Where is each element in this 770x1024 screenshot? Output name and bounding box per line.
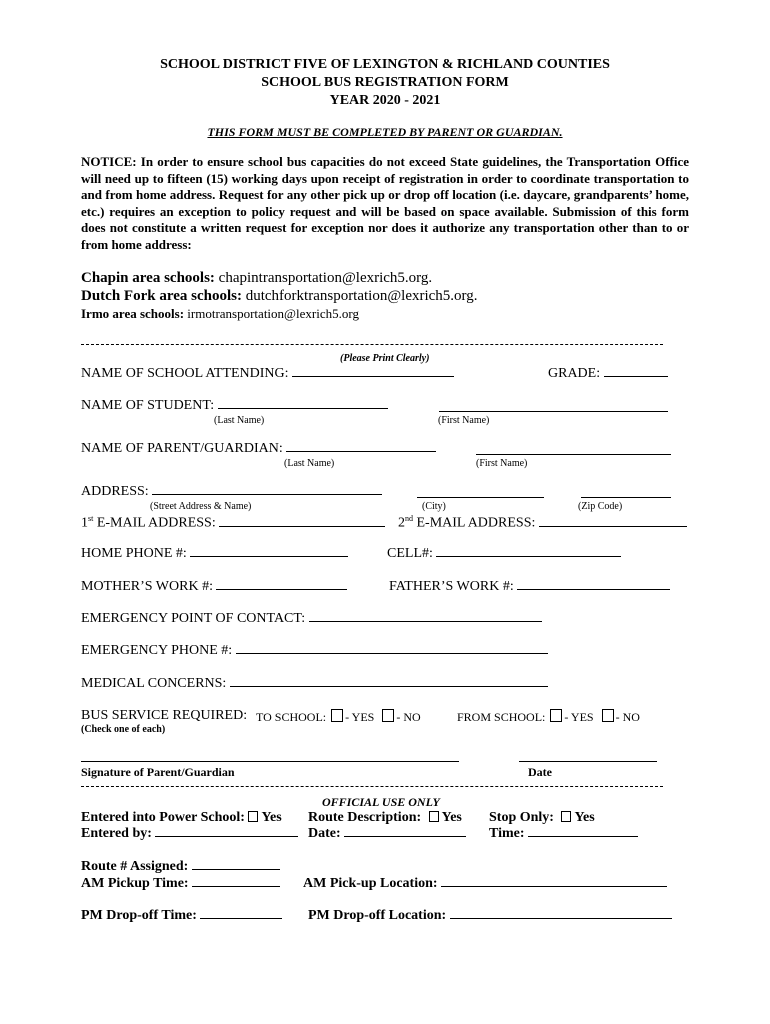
first-name-caption: (First Name) — [438, 415, 490, 426]
mother-work-input[interactable] — [216, 588, 347, 590]
cell-field[interactable] — [387, 546, 621, 562]
date-input[interactable] — [519, 761, 657, 762]
email1-number: 1 — [81, 515, 88, 531]
pm-dropoff-time-label: PM Drop-off Time: — [81, 908, 197, 923]
mother-work-label: MOTHER’S WORK #: — [81, 579, 213, 594]
route-description-field — [308, 810, 462, 826]
email2-label: E-MAIL ADDRESS: — [416, 515, 536, 531]
from-school-yes-checkbox[interactable] — [550, 709, 562, 722]
parent-first-name-input[interactable] — [476, 454, 671, 455]
route-assigned-field[interactable] — [81, 859, 280, 875]
street-address-input[interactable] — [152, 493, 382, 495]
pm-dropoff-time-field[interactable] — [81, 908, 282, 924]
emergency-phone-input[interactable] — [236, 652, 548, 654]
school-attending-input[interactable] — [292, 375, 454, 377]
student-name-field[interactable] — [81, 398, 388, 414]
contact-irmo — [81, 306, 359, 322]
divider — [81, 344, 663, 345]
cell-label: CELL#: — [387, 546, 433, 561]
home-phone-label: HOME PHONE #: — [81, 546, 187, 561]
contact-email: chapintransportation@lexrich5.org. — [218, 270, 433, 286]
email1-ordinal: st — [88, 514, 94, 523]
email2-input[interactable] — [539, 525, 687, 527]
to-school-group — [256, 709, 421, 725]
emergency-contact-input[interactable] — [309, 620, 542, 622]
am-pickup-location-label: AM Pick-up Location: — [303, 876, 438, 891]
am-pickup-time-field[interactable] — [81, 876, 280, 892]
official-date-label: Date: — [308, 826, 341, 841]
parent-name-field[interactable] — [81, 441, 436, 457]
power-school-label: Entered into Power School: — [81, 810, 245, 825]
medical-field[interactable] — [81, 676, 548, 692]
parent-instruction: THIS FORM MUST BE COMPLETED BY PARENT OR GUARDIAN. — [207, 125, 563, 139]
father-work-label: FATHER’S WORK #: — [389, 579, 514, 594]
time-label: Time: — [489, 826, 525, 841]
address-field[interactable] — [81, 484, 382, 500]
student-last-name-input[interactable] — [218, 407, 388, 409]
stop-only-checkbox[interactable] — [561, 811, 571, 822]
student-first-name-input[interactable] — [439, 411, 668, 412]
route-description-checkbox[interactable] — [429, 811, 439, 822]
am-pickup-location-input[interactable] — [441, 885, 667, 887]
first-name-caption: (First Name) — [476, 458, 528, 469]
to-school-no-checkbox[interactable] — [382, 709, 394, 722]
form-title: SCHOOL BUS REGISTRATION FORM — [261, 75, 509, 90]
contact-area: Dutch Fork area schools: — [81, 288, 242, 304]
am-pickup-location-field[interactable] — [303, 876, 667, 892]
route-assigned-input[interactable] — [192, 868, 280, 870]
email1-label: E-MAIL ADDRESS: — [96, 515, 216, 531]
official-date-field[interactable] — [308, 826, 466, 842]
signature-input[interactable] — [81, 761, 459, 762]
school-year: YEAR 2020 - 2021 — [329, 93, 441, 108]
emergency-phone-field[interactable] — [81, 643, 548, 659]
medical-label: MEDICAL CONCERNS: — [81, 676, 227, 691]
district-title: SCHOOL DISTRICT FIVE OF LEXINGTON & RICHLAND COUNTIES — [160, 57, 610, 72]
email2-number: 2 — [398, 515, 405, 531]
emergency-contact-label: EMERGENCY POINT OF CONTACT: — [81, 611, 306, 626]
no-option: - NO — [396, 710, 421, 724]
entered-by-field[interactable] — [81, 826, 298, 842]
zip-caption: (Zip Code) — [578, 501, 623, 512]
grade-label: GRADE: — [548, 366, 601, 381]
mother-work-field[interactable] — [81, 579, 347, 595]
email2-field[interactable] — [398, 514, 687, 532]
school-attending-label: NAME OF SCHOOL ATTENDING: — [81, 366, 289, 381]
contact-email: dutchforktransportation@lexrich5.org. — [245, 288, 478, 304]
am-pickup-time-label: AM Pickup Time: — [81, 876, 189, 891]
grade-input[interactable] — [604, 375, 668, 377]
to-school-label: TO SCHOOL: — [256, 710, 327, 724]
bus-service-label: BUS SERVICE REQUIRED: — [81, 708, 248, 723]
entered-by-label: Entered by: — [81, 826, 152, 841]
signature-label: Signature of Parent/Guardian — [81, 765, 235, 779]
contact-dutch-fork — [81, 288, 478, 305]
emergency-phone-label: EMERGENCY PHONE #: — [81, 643, 233, 658]
from-school-group — [457, 709, 640, 725]
email2-ordinal: nd — [405, 514, 413, 523]
power-school-checkbox[interactable] — [248, 811, 258, 822]
grade-field[interactable] — [548, 366, 668, 382]
email1-field[interactable] — [81, 514, 385, 532]
home-phone-field[interactable] — [81, 546, 348, 562]
medical-input[interactable] — [230, 685, 548, 687]
entered-by-input[interactable] — [155, 835, 298, 837]
no-option: - NO — [615, 710, 640, 724]
home-phone-input[interactable] — [190, 555, 348, 557]
yes-option: - YES — [564, 710, 594, 724]
city-caption: (City) — [422, 501, 446, 512]
power-school-field — [81, 810, 282, 826]
father-work-field[interactable] — [389, 579, 670, 595]
route-assigned-label: Route # Assigned: — [81, 859, 189, 874]
father-work-input[interactable] — [517, 588, 670, 590]
from-school-label: FROM SCHOOL: — [457, 710, 546, 724]
yes-option: Yes — [441, 810, 462, 825]
pm-dropoff-location-label: PM Drop-off Location: — [308, 908, 447, 923]
time-field[interactable] — [489, 826, 638, 842]
yes-option: Yes — [574, 810, 595, 825]
student-name-label: NAME OF STUDENT: — [81, 398, 215, 413]
email1-input[interactable] — [219, 525, 385, 527]
emergency-contact-field[interactable] — [81, 611, 542, 627]
contact-area: Irmo area schools: — [81, 306, 185, 321]
parent-name-label: NAME OF PARENT/GUARDIAN: — [81, 441, 283, 456]
date-label: Date — [528, 765, 552, 779]
cell-input[interactable] — [436, 555, 621, 557]
stop-only-label: Stop Only: — [489, 810, 554, 825]
yes-option: - YES — [345, 710, 375, 724]
contact-email: irmotransportation@lexrich5.org — [187, 306, 359, 321]
official-use-title: OFFICIAL USE ONLY — [322, 795, 440, 809]
check-one-note: (Check one of each) — [81, 724, 166, 735]
last-name-caption: (Last Name) — [214, 415, 265, 426]
last-name-caption: (Last Name) — [284, 458, 335, 469]
print-clearly-note: (Please Print Clearly) — [340, 353, 430, 364]
zip-code-input[interactable] — [581, 497, 671, 498]
yes-option: Yes — [261, 810, 282, 825]
school-attending-field[interactable] — [81, 366, 454, 382]
to-school-yes-checkbox[interactable] — [331, 709, 343, 722]
notice-paragraph: NOTICE: In order to ensure school bus capacities do not exceed State guidelines, the Transportation Office will need up to fifteen (15) working days upon receipt of registration in order to coordinate transportation to and from home address. Request for any other pick up or drop off location (i.e. daycare, grandparents’ home, etc.) requires an exception to policy request and will be based on space available. Submission of this form does not constitute a written request for exception nor does it authorize any transportation other than to or from home address: — [81, 154, 689, 252]
divider — [81, 786, 663, 787]
from-school-no-checkbox[interactable] — [602, 709, 614, 722]
contact-chapin — [81, 270, 432, 287]
street-caption: (Street Address & Name) — [150, 501, 252, 512]
pm-dropoff-location-field[interactable] — [308, 908, 672, 924]
contact-area: Chapin area schools: — [81, 270, 215, 286]
pm-dropoff-time-input[interactable] — [200, 917, 282, 919]
time-input[interactable] — [528, 835, 638, 837]
official-date-input[interactable] — [344, 835, 466, 837]
pm-dropoff-location-input[interactable] — [450, 917, 672, 919]
route-description-label: Route Description: — [308, 810, 422, 825]
address-label: ADDRESS: — [81, 484, 149, 499]
city-input[interactable] — [417, 497, 544, 498]
stop-only-field — [489, 810, 595, 826]
am-pickup-time-input[interactable] — [192, 885, 280, 887]
parent-last-name-input[interactable] — [286, 450, 436, 452]
